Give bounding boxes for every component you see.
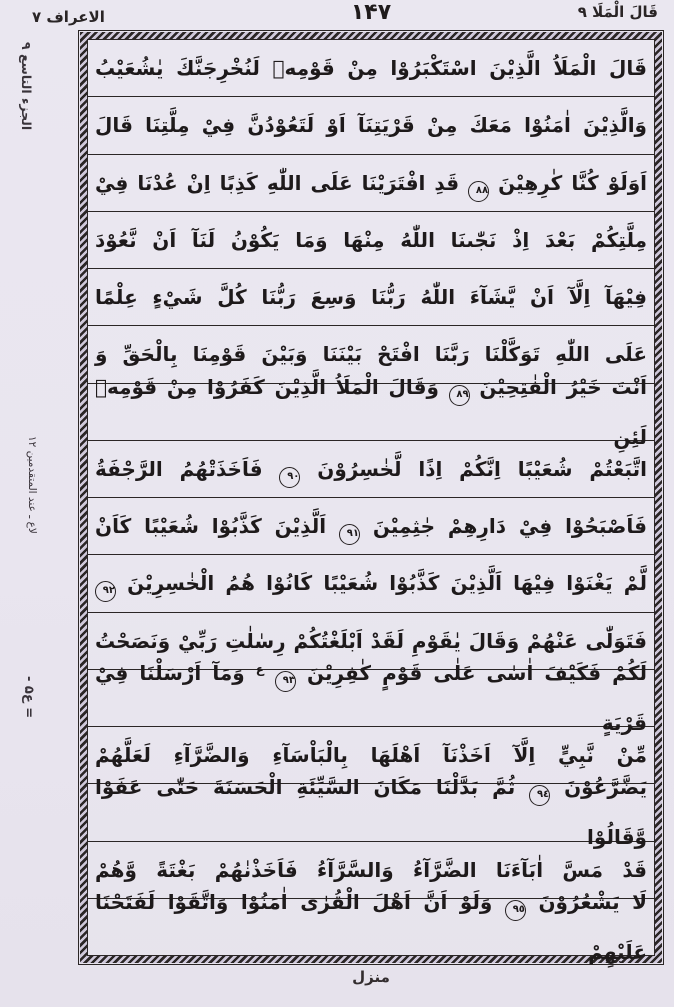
ayah-text-segment: فِيْهَآ اِلَّآ اَنْ يَّشَآءَ اللّٰهُ رَبُّنَا وَسِعَ رَبُّنَا كُلَّ شَيْءٍ عِلْمًا	[95, 285, 647, 310]
ayah-text-segment: لَكُمْ فَكَيْفَ اٰسٰى عَلٰى قَوْمٍ كٰفِرِيْنَ	[307, 660, 647, 685]
ayah-text-segment: قَدْ مَسَّ اٰبَآءَنَا الضَّرَّآءُ وَالسَّرَّآءُ فَاَخَذْنٰهُمْ بَغْتَةً وَّهُمْ	[95, 857, 647, 882]
juz-side-label: الجزء التاسع ۹	[19, 42, 34, 131]
ayah-text-segment: اَنْتَ خَيْرُ الْفٰتِحِيْنَ	[479, 374, 647, 399]
quran-line	[88, 660, 654, 735]
ayah-number-marker: ٩٤	[529, 785, 550, 806]
quran-line	[88, 40, 654, 97]
ayah-number-marker: ٨٨	[468, 181, 489, 202]
ayah-number-marker: ٨٩	[449, 385, 470, 406]
ayah-text-segment: قَدِ افْتَرَيْنَا عَلَى اللّٰهِ كَذِبًا اِنْ عُدْنَا فِيْ	[95, 170, 460, 195]
ayah-text-line	[95, 444, 647, 494]
quran-line	[88, 155, 654, 212]
ayah-text-line	[95, 158, 647, 208]
ayah-text-segment: وَالَّذِيْنَ اٰمَنُوْا مَعَكَ مِنْ قَرْيَتِنَآ اَوْ لَتَعُوْدُنَّ فِيْ مِلَّتِنَا قَالَ	[95, 113, 647, 138]
quran-line	[88, 97, 654, 154]
catchword: منزل	[352, 968, 390, 986]
ayah-text-segment: اَوَلَوْ كُنَّا كٰرِهِيْنَ	[498, 170, 647, 195]
quran-line	[88, 269, 654, 326]
margin-note-stop: = ع۵ -	[21, 676, 36, 719]
ayah-number-marker: ٩٠	[279, 467, 300, 488]
quran-line	[88, 889, 654, 964]
ayah-text-segment: لَا يَشْعُرُوْنَ	[538, 889, 648, 914]
ayah-number-marker: ٩٢	[95, 581, 116, 602]
quran-line	[88, 374, 654, 449]
ayah-text-segment: يَضَّرَّعُوْنَ	[564, 775, 648, 800]
ayah-text-segment: فَاَخَذَتْهُمُ الرَّجْفَةُ	[95, 456, 263, 481]
ayah-text-line	[95, 501, 647, 551]
ayah-text-segment: اَلَّذِيْنَ كَذَّبُوْا شُعَيْبًا كَاَنْ	[95, 514, 327, 539]
ayah-text-segment: عَلَى اللّٰهِ تَوَكَّلْنَا رَبَّنَا افْتَحْ بَيْنَنَا وَبَيْنَ قَوْمِنَا بِالْحَقِّ وَ	[95, 342, 647, 367]
ayah-text-segment: فَتَوَلّٰى عَنْهُمْ وَقَالَ يٰقَوْمِ لَقَدْ اَبْلَغْتُكُمْ رِسٰلٰتِ رَبِّيْ وَنَصَحْتُ	[95, 628, 647, 653]
juz-name-header: قَالَ الْمَلَا ۹	[577, 3, 658, 21]
quran-line	[88, 775, 654, 850]
ayah-number-marker: ٩٣	[275, 671, 296, 692]
quran-line	[88, 441, 654, 498]
ayah-text-segment: وَلَوْ اَنَّ اَهْلَ الْقُرٰى اٰمَنُوْا وَاتَّقَوْا لَفَتَحْنَا عَلَيْهِمْ	[95, 889, 647, 964]
ayah-text-line	[95, 100, 647, 150]
ayah-number-marker: ٩١	[339, 524, 360, 545]
ayah-text-line: لَكُمْ فَكَيْفَ اٰسٰى عَلٰى قَوْمٍ كٰفِرِيْنَ ٩٣ ع وَمَآ اَرْسَلْنَا فِيْ قَرْيَةٍ	[95, 660, 647, 735]
ayah-text-line	[95, 558, 647, 608]
text-frame-border	[78, 30, 664, 965]
ayah-text-segment: وَمَآ اَرْسَلْنَا فِيْ قَرْيَةٍ	[95, 660, 647, 735]
ayah-text-line	[95, 215, 647, 265]
ayah-text-line	[95, 877, 647, 977]
ayah-text-line	[95, 43, 647, 93]
quran-line	[88, 212, 654, 269]
ayah-text-segment: اتَّبَعْتُمْ شُعَيْبًا اِنَّكُمْ اِذًا لَّخٰسِرُوْنَ	[317, 456, 648, 481]
frame-ornament-band	[80, 32, 662, 963]
ayah-text-segment: فَاَصْبَحُوْا فِيْ دَارِهِمْ جٰثِمِيْنَ	[372, 514, 647, 539]
ayah-text-segment: مِلَّتِكُمْ بَعْدَ اِذْ نَجّٰىنَا اللّٰهُ مِنْهَا وَمَا يَكُوْنُ لَنَآ اَنْ نَّعُوْدَ	[95, 227, 647, 252]
margin-note-ruku: لاع ـ عند المتقدمين ۱۲	[26, 436, 38, 534]
ayah-number-marker: ٩٥	[505, 900, 526, 921]
surah-name-header: الاعراف ۷	[32, 8, 105, 26]
ayah-text-segment: مِّنْ نَّبِيٍّ اِلَّآ اَخَذْنَآ اَهْلَهَا بِالْبَاْسَآءِ وَالضَّرَّآءِ لَعَلَّهُمْ	[95, 743, 647, 768]
ayah-text-segment: لَّمْ يَغْنَوْا فِيْهَا اَلَّذِيْنَ كَذَّبُوْا شُعَيْبًا كَانُوْا هُمُ الْخٰسِرِيْنَ	[127, 571, 647, 596]
ayah-text-segment: ثُمَّ بَدَّلْنَا مَكَانَ السَّيِّئَةِ الْحَسَنَةَ حَتّٰى عَفَوْا وَّقَالُوْا	[95, 775, 647, 850]
page-number: ۱۴۷	[350, 0, 392, 25]
ayah-text-segment: وَقَالَ الْمَلَاُ الَّذِيْنَ كَفَرُوْا مِنْ قَوْمِهٖ لَئِنِ	[95, 374, 647, 449]
ayah-text-line	[95, 272, 647, 322]
quran-line	[88, 555, 654, 612]
ayah-text-segment: قَالَ الْمَلَاُ الَّذِيْنَ اسْتَكْبَرُوْا مِنْ قَوْمِهٖ لَنُخْرِجَنَّكَ يٰشُعَيْبُ	[95, 56, 647, 81]
quran-line	[88, 498, 654, 555]
quran-lines	[87, 39, 655, 964]
